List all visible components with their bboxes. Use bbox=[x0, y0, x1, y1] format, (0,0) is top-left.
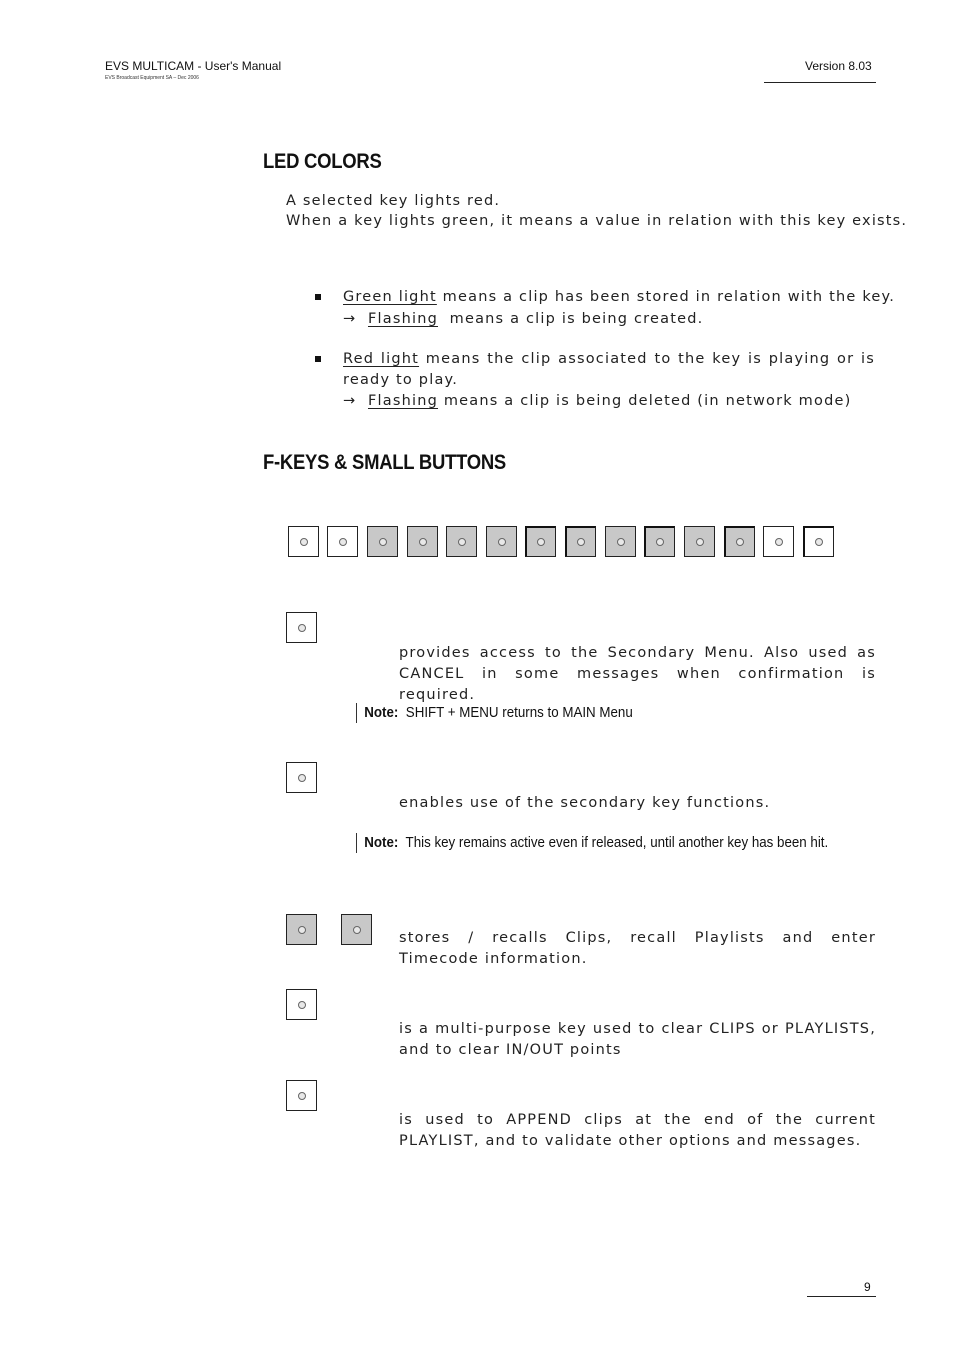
footer-rule bbox=[807, 1296, 876, 1297]
bullet-red bbox=[315, 356, 321, 362]
green-light-text: means a clip has been stored in relation with the key. bbox=[436, 289, 896, 305]
green-light-item bbox=[343, 287, 896, 308]
led-icon bbox=[577, 538, 585, 546]
led-icon bbox=[379, 538, 387, 546]
led-icon bbox=[298, 774, 306, 782]
header-rule bbox=[764, 82, 876, 83]
red-light-text: means the clip associated to the key is playing or is ready to play. bbox=[343, 351, 875, 388]
append-description: is used to APPEND clips at the end of the current PLAYLIST, and to validate other options and messages. bbox=[399, 1112, 876, 1149]
menu-key[interactable] bbox=[288, 526, 319, 557]
led-icon bbox=[298, 926, 306, 934]
led-icon bbox=[419, 538, 427, 546]
arrow-icon: → bbox=[343, 311, 357, 327]
menu-description: provides access to the Secondary Menu. Also used as CANCEL in some messages when confirmation is required. bbox=[399, 645, 876, 703]
enter-key[interactable] bbox=[803, 526, 834, 557]
f5-key[interactable] bbox=[525, 526, 556, 557]
fkeys-heading: F-KEYS & SMALL BUTTONS bbox=[263, 451, 507, 474]
led-icon bbox=[537, 538, 545, 546]
shift-description: enables use of the secondary key functions. bbox=[399, 795, 771, 811]
led-icon bbox=[300, 538, 308, 546]
shift-key[interactable] bbox=[327, 526, 358, 557]
led-icon bbox=[498, 538, 506, 546]
led-icon bbox=[696, 538, 704, 546]
shift-note bbox=[356, 833, 828, 853]
led-icon bbox=[298, 624, 306, 632]
red-flashing-term: Flashing bbox=[367, 393, 439, 409]
clear-key[interactable] bbox=[763, 526, 794, 557]
led-icon bbox=[815, 538, 823, 546]
green-flashing-item bbox=[343, 309, 703, 330]
shift-key-detail[interactable] bbox=[286, 762, 317, 793]
f1-key[interactable] bbox=[367, 526, 398, 557]
green-light-term: Green light bbox=[343, 289, 437, 305]
arrow-icon: → bbox=[343, 393, 357, 409]
led-icon bbox=[617, 538, 625, 546]
bullet-green bbox=[315, 294, 321, 300]
f3-key[interactable] bbox=[446, 526, 477, 557]
led-icon bbox=[353, 926, 361, 934]
f10-key[interactable] bbox=[724, 526, 755, 557]
red-flashing-item bbox=[343, 391, 851, 412]
f2-key[interactable] bbox=[407, 526, 438, 557]
doc-subtitle: EVS Broadcast Equipment SA – Dec 2006 bbox=[105, 75, 199, 81]
green-flashing-text: means a clip is being created. bbox=[438, 311, 704, 327]
doc-title: EVS MULTICAM - User's Manual bbox=[105, 59, 282, 73]
f9-key[interactable] bbox=[684, 526, 715, 557]
led-icon bbox=[298, 1001, 306, 1009]
led-icon bbox=[775, 538, 783, 546]
note-label: Note: bbox=[364, 835, 399, 851]
led-icon bbox=[298, 1092, 306, 1100]
page-number: 9 bbox=[864, 1280, 871, 1294]
enter-key-detail[interactable] bbox=[286, 1080, 317, 1111]
f4-key[interactable] bbox=[486, 526, 517, 557]
led-colors-heading: LED COLORS bbox=[263, 150, 382, 173]
clear-description: is a multi-purpose key used to clear CLIPS or PLAYLISTS, and to clear IN/OUT points bbox=[399, 1021, 876, 1058]
f7-key[interactable] bbox=[605, 526, 636, 557]
f8-key[interactable] bbox=[644, 526, 675, 557]
led-intro-2: When a key lights green, it means a value in relation with this key exists. bbox=[286, 213, 908, 229]
f6-key[interactable] bbox=[565, 526, 596, 557]
fkey-detail-1[interactable] bbox=[286, 914, 317, 945]
menu-note-text: SHIFT + MENU returns to MAIN Menu bbox=[405, 705, 633, 721]
green-flashing-term: Flashing bbox=[367, 311, 439, 327]
menu-note bbox=[356, 703, 633, 723]
doc-version: Version 8.03 bbox=[805, 59, 872, 73]
led-icon bbox=[339, 538, 347, 546]
fkeys-description: stores / recalls Clips, recall Playlists and enter Timecode information. bbox=[399, 930, 876, 967]
led-icon bbox=[736, 538, 744, 546]
note-label: Note: bbox=[364, 705, 399, 721]
red-light-term: Red light bbox=[343, 351, 420, 367]
led-icon bbox=[458, 538, 466, 546]
led-icon bbox=[656, 538, 664, 546]
fkey-detail-2[interactable] bbox=[341, 914, 372, 945]
menu-key-detail[interactable] bbox=[286, 612, 317, 643]
red-light-item bbox=[343, 349, 875, 391]
led-intro-1: A selected key lights red. bbox=[286, 193, 501, 209]
red-flashing-text: means a clip is being deleted (in network mode) bbox=[438, 393, 852, 409]
shift-note-text: This key remains active even if released, until another key has been hit. bbox=[405, 835, 829, 851]
clear-key-detail[interactable] bbox=[286, 989, 317, 1020]
